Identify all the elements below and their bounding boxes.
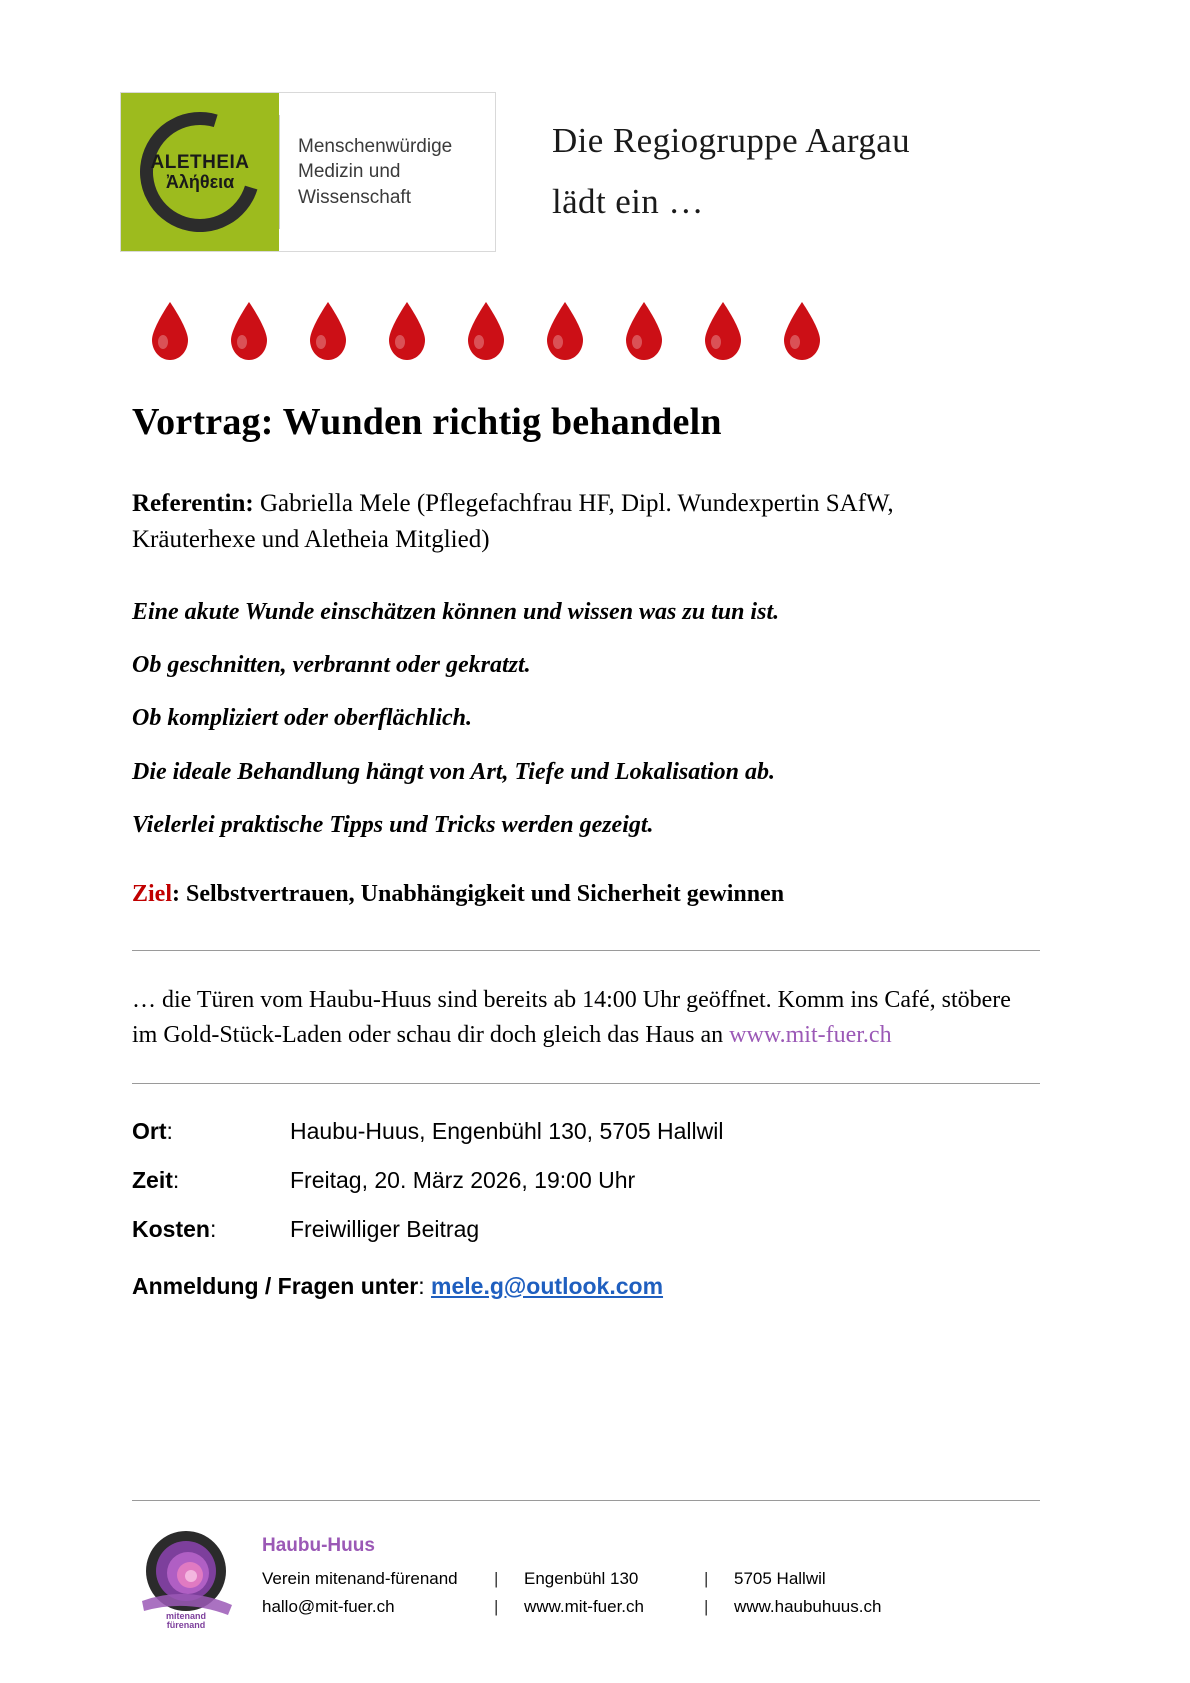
footer-separator: | (704, 1569, 709, 1589)
logo-brand-latin: ALETHEIA (150, 151, 250, 173)
pitch-block (132, 597, 1040, 841)
blood-drop-row (148, 300, 868, 380)
footer-logo-caption-1: mitenand (165, 1611, 207, 1621)
logo-wordmark (151, 153, 250, 192)
speaker-label: Referentin: (132, 490, 254, 517)
footer-street: Engenbühl 130 (524, 1569, 639, 1589)
signup-email-link[interactable]: mele.g@outlook.com (431, 1272, 664, 1299)
mitenand-fuerenand-logo (132, 1523, 240, 1631)
goal-statement (132, 881, 1040, 908)
divider-2 (132, 1083, 1040, 1084)
detail-label-text: Kosten (132, 1215, 210, 1242)
footer-contact (262, 1523, 934, 1620)
detail-value: Freiwilliger Beitrag (290, 1215, 480, 1242)
detail-label-text: Zeit (132, 1166, 173, 1193)
mitfuer-link[interactable]: www.mit-fuer.ch (729, 1021, 892, 1048)
pitch-line: Ob kompliziert oder oberflächlich. (132, 705, 472, 732)
event-details (132, 1118, 1040, 1300)
footer-separator: | (494, 1569, 499, 1589)
footer-line-1 (262, 1565, 934, 1592)
signup-label: Anmeldung / Fragen unter (132, 1272, 419, 1299)
footer-city: 5705 Hallwil (734, 1569, 826, 1589)
doors-note-text: … die Türen vom Haubu-Huus sind bereits ab 14:00 Uhr geöffnet. Komm ins Café, stöbere im Gold-Stück-Laden oder schau dir doch gleich das Haus an (132, 986, 1011, 1048)
spiral-icon (132, 1523, 240, 1631)
page-title: Vortrag: Wunden richtig behandeln (132, 401, 722, 443)
blood-drop-icon (464, 300, 508, 362)
detail-label: Ort: (132, 1117, 173, 1144)
aletheia-logo (120, 92, 496, 252)
goal-text: : Selbstvertrauen, Unabhängigkeit und Sicherheit gewinnen (172, 880, 785, 907)
pitch-line: Vielerlei praktische Tipps und Tricks werden gezeigt. (132, 811, 654, 838)
blood-drop-icon (306, 300, 350, 362)
blood-drop-icon (385, 300, 429, 362)
speaker-name: Gabriella Mele (Pflegefachfrau HF, Dipl. Wundexpertin SAfW, Kräuterhexe und Aletheia Mitglied) (132, 490, 894, 553)
blood-drop-icon (622, 300, 666, 362)
footer-logo-caption-2: fürenand (166, 1620, 206, 1630)
detail-value: Freitag, 20. März 2026, 19:00 Uhr (290, 1166, 636, 1193)
detail-label-text: Ort (132, 1117, 167, 1144)
logo-tagline-line2: Medizin und Wissenschaft (298, 161, 411, 208)
logo-mark (121, 93, 279, 251)
logo-brand-greek: Ἀλήθεια (165, 171, 235, 192)
blood-drop-icon (543, 300, 587, 362)
footer (132, 1500, 1040, 1631)
doors-note (132, 983, 1040, 1053)
pitch-line: Ob geschnitten, verbrannt oder gekratzt. (132, 652, 531, 679)
divider-3 (132, 1500, 1040, 1501)
invitation-line1: Die Regiogruppe Aargau (552, 121, 911, 160)
logo-tagline-line1: Menschenwürdige (298, 135, 453, 157)
blood-drop-icon (227, 300, 271, 362)
blood-drop-icon (780, 300, 824, 362)
detail-label: Zeit: (132, 1166, 180, 1193)
footer-org: Verein mitenand-fürenand (262, 1569, 458, 1589)
footer-email[interactable]: hallo@mit-fuer.ch (262, 1596, 395, 1616)
footer-separator: | (704, 1596, 709, 1616)
invitation-heading (552, 110, 1152, 233)
pitch-line: Die ideale Behandlung hängt von Art, Tiefe und Lokalisation ab. (132, 758, 775, 785)
logo-tagline (280, 93, 495, 251)
footer-website-1[interactable]: www.mit-fuer.ch (524, 1596, 644, 1616)
pitch-line: Eine akute Wunde einschätzen können und wissen was zu tun ist. (132, 599, 780, 625)
detail-row-zeit (132, 1167, 1040, 1194)
goal-label: Ziel (132, 880, 172, 907)
blood-drop-icon (148, 300, 192, 362)
divider-1 (132, 950, 1040, 951)
detail-label: Kosten: (132, 1215, 217, 1242)
main-content (132, 400, 1040, 1300)
footer-separator: | (494, 1596, 499, 1616)
detail-value: Haubu-Huus, Engenbühl 130, 5705 Hallwil (290, 1117, 724, 1144)
header (0, 92, 1190, 262)
footer-website-2[interactable]: www.haubuhuus.ch (734, 1596, 882, 1616)
invitation-line2: lädt ein … (552, 182, 704, 222)
detail-row-ort (132, 1118, 1040, 1145)
footer-line-2 (262, 1593, 934, 1620)
detail-row-kosten (132, 1216, 1040, 1243)
footer-title: Haubu-Huus (262, 1535, 375, 1556)
signup-line: Anmeldung / Fragen unter: mele.g@outlook.com (132, 1272, 664, 1299)
speaker-info (132, 486, 1012, 557)
blood-drop-icon (701, 300, 745, 362)
